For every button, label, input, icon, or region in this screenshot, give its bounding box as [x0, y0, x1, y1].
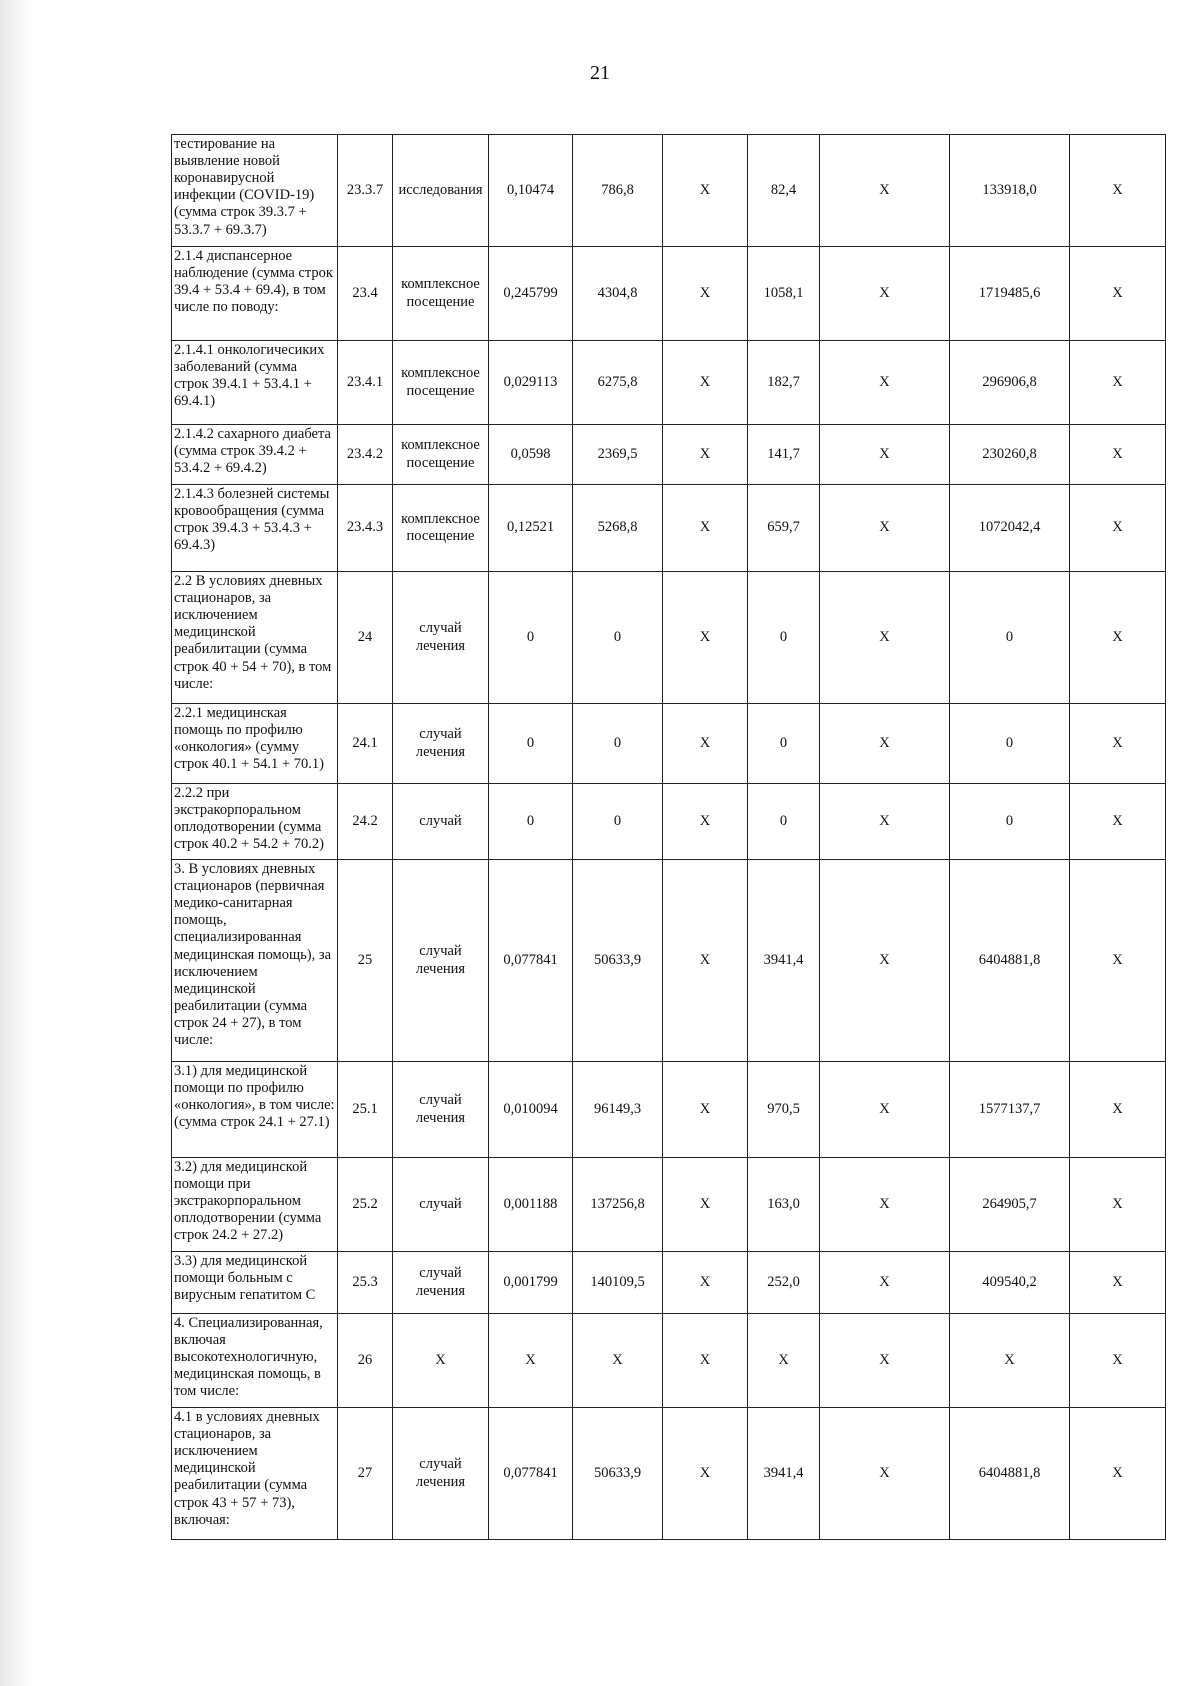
table-row: [172, 485, 1166, 572]
data-table: [171, 134, 1166, 1540]
row-col-7: 252,0: [748, 1252, 820, 1314]
row-code: 24: [338, 572, 393, 704]
row-norm: 0,10474: [489, 135, 573, 247]
row-norm: 0,12521: [489, 485, 573, 572]
row-col-8: X: [820, 135, 950, 247]
row-code: 23.4.1: [338, 341, 393, 425]
row-col-7: 0: [748, 784, 820, 860]
row-code: 27: [338, 1408, 393, 1540]
row-col-6: X: [663, 1408, 748, 1540]
row-norm: 0,077841: [489, 860, 573, 1062]
row-name: 2.1.4.3 болезней системы кровообращения (сумма строк 39.4.3 + 53.4.3 + 69.4.3): [172, 485, 338, 572]
row-unit: комплексное посещение: [393, 341, 489, 425]
row-name: 2.1.4.2 сахарного диабета (сумма строк 39.4.2 + 53.4.2 + 69.4.2): [172, 425, 338, 485]
row-cost: 96149,3: [573, 1062, 663, 1158]
row-col-10: X: [1070, 1062, 1166, 1158]
row-col-6: X: [663, 860, 748, 1062]
row-col-9: 409540,2: [950, 1252, 1070, 1314]
table-row: [172, 1158, 1166, 1252]
row-unit: случай лечения: [393, 1252, 489, 1314]
row-col-6: X: [663, 704, 748, 784]
row-name: 4.1 в условиях дневных стационаров, за исключением медицинской реабилитации (сумма строк 43 + 57 + 73), включая:: [172, 1408, 338, 1540]
table-row: [172, 704, 1166, 784]
row-col-7: 141,7: [748, 425, 820, 485]
row-norm: 0: [489, 784, 573, 860]
row-col-8: X: [820, 1408, 950, 1540]
row-unit: комплексное посещение: [393, 485, 489, 572]
row-cost: 0: [573, 704, 663, 784]
row-col-9: 296906,8: [950, 341, 1070, 425]
row-unit: исследования: [393, 135, 489, 247]
row-cost: X: [573, 1314, 663, 1408]
table-row: [172, 135, 1166, 247]
row-col-10: X: [1070, 704, 1166, 784]
row-col-10: X: [1070, 572, 1166, 704]
row-col-9: 0: [950, 784, 1070, 860]
row-col-9: 6404881,8: [950, 860, 1070, 1062]
row-col-6: X: [663, 485, 748, 572]
row-col-10: X: [1070, 135, 1166, 247]
row-norm: X: [489, 1314, 573, 1408]
row-col-6: X: [663, 1252, 748, 1314]
table-row: [172, 1314, 1166, 1408]
row-unit: X: [393, 1314, 489, 1408]
row-col-7: 82,4: [748, 135, 820, 247]
row-col-6: X: [663, 247, 748, 341]
row-col-9: 1072042,4: [950, 485, 1070, 572]
row-col-9: 6404881,8: [950, 1408, 1070, 1540]
row-col-8: X: [820, 247, 950, 341]
row-name: 3.1) для медицинской помощи по профилю «онкология», в том числе: (сумма строк 24.1 + 27.1): [172, 1062, 338, 1158]
table-row: [172, 341, 1166, 425]
row-name: тестирование на выявление новой коронавирусной инфекции (COVID-19) (сумма строк 39.3.7 + 53.3.7 + 69.3.7): [172, 135, 338, 247]
row-col-7: 659,7: [748, 485, 820, 572]
row-cost: 0: [573, 572, 663, 704]
row-col-8: X: [820, 704, 950, 784]
row-code: 23.3.7: [338, 135, 393, 247]
row-col-8: X: [820, 1314, 950, 1408]
row-cost: 0: [573, 784, 663, 860]
row-col-10: X: [1070, 485, 1166, 572]
row-code: 23.4.3: [338, 485, 393, 572]
row-col-8: X: [820, 572, 950, 704]
row-col-6: X: [663, 784, 748, 860]
row-col-10: X: [1070, 1408, 1166, 1540]
row-col-6: X: [663, 572, 748, 704]
table-row: [172, 1252, 1166, 1314]
row-col-8: X: [820, 485, 950, 572]
row-unit: случай лечения: [393, 1408, 489, 1540]
row-col-6: X: [663, 1062, 748, 1158]
row-code: 25: [338, 860, 393, 1062]
row-col-7: 1058,1: [748, 247, 820, 341]
row-unit: случай: [393, 1158, 489, 1252]
row-unit: случай: [393, 784, 489, 860]
row-col-7: 3941,4: [748, 860, 820, 1062]
row-col-10: X: [1070, 860, 1166, 1062]
row-col-7: 182,7: [748, 341, 820, 425]
scan-edge: [0, 0, 34, 1686]
row-col-6: X: [663, 341, 748, 425]
row-col-9: 133918,0: [950, 135, 1070, 247]
row-cost: 2369,5: [573, 425, 663, 485]
row-col-6: X: [663, 425, 748, 485]
row-col-8: X: [820, 784, 950, 860]
row-col-8: X: [820, 1252, 950, 1314]
row-cost: 50633,9: [573, 860, 663, 1062]
row-name: 2.2.2 при экстракорпоральном оплодотворении (сумма строк 40.2 + 54.2 + 70.2): [172, 784, 338, 860]
row-unit: комплексное посещение: [393, 247, 489, 341]
row-col-8: X: [820, 1062, 950, 1158]
row-col-9: 1577137,7: [950, 1062, 1070, 1158]
row-col-7: 163,0: [748, 1158, 820, 1252]
row-norm: 0: [489, 572, 573, 704]
row-code: 25.2: [338, 1158, 393, 1252]
row-col-8: X: [820, 425, 950, 485]
row-col-8: X: [820, 1158, 950, 1252]
row-col-9: 0: [950, 572, 1070, 704]
row-code: 24.2: [338, 784, 393, 860]
row-col-10: X: [1070, 425, 1166, 485]
row-norm: 0,010094: [489, 1062, 573, 1158]
row-col-10: X: [1070, 341, 1166, 425]
row-cost: 6275,8: [573, 341, 663, 425]
row-col-7: X: [748, 1314, 820, 1408]
row-col-8: X: [820, 860, 950, 1062]
row-code: 23.4: [338, 247, 393, 341]
row-norm: 0,029113: [489, 341, 573, 425]
row-norm: 0,001799: [489, 1252, 573, 1314]
row-col-9: 230260,8: [950, 425, 1070, 485]
row-norm: 0,077841: [489, 1408, 573, 1540]
table-row: [172, 784, 1166, 860]
row-col-6: X: [663, 1158, 748, 1252]
row-cost: 50633,9: [573, 1408, 663, 1540]
row-norm: 0,245799: [489, 247, 573, 341]
row-cost: 140109,5: [573, 1252, 663, 1314]
row-col-9: 0: [950, 704, 1070, 784]
table-row: [172, 247, 1166, 341]
row-col-7: 3941,4: [748, 1408, 820, 1540]
row-name: 3. В условиях дневных стационаров (первичная медико-санитарная помощь, специализированная медицинская помощь), за исключением медицинской реабилитации (сумма строк 24 + 27), в том числе:: [172, 860, 338, 1062]
page-number: 21: [590, 62, 610, 84]
row-unit: случай лечения: [393, 860, 489, 1062]
row-col-6: X: [663, 1314, 748, 1408]
row-code: 26: [338, 1314, 393, 1408]
row-name: 3.2) для медицинской помощи при экстракорпоральном оплодотворении (сумма строк 24.2 + 27.2): [172, 1158, 338, 1252]
row-name: 3.3) для медицинской помощи больным с вирусным гепатитом С: [172, 1252, 338, 1314]
row-col-10: X: [1070, 1158, 1166, 1252]
row-code: 23.4.2: [338, 425, 393, 485]
row-col-10: X: [1070, 1314, 1166, 1408]
row-name: 2.1.4.1 онкологичесиких заболеваний (сумма строк 39.4.1 + 53.4.1 + 69.4.1): [172, 341, 338, 425]
row-col-10: X: [1070, 1252, 1166, 1314]
row-cost: 5268,8: [573, 485, 663, 572]
table-row: [172, 860, 1166, 1062]
row-col-7: 0: [748, 704, 820, 784]
row-norm: 0,0598: [489, 425, 573, 485]
table-row: [172, 1408, 1166, 1540]
row-name: 2.2.1 медицинская помощь по профилю «онкология» (сумму строк 40.1 + 54.1 + 70.1): [172, 704, 338, 784]
row-unit: комплексное посещение: [393, 425, 489, 485]
row-col-10: X: [1070, 247, 1166, 341]
row-code: 25.3: [338, 1252, 393, 1314]
row-cost: 137256,8: [573, 1158, 663, 1252]
row-name: 2.2 В условиях дневных стационаров, за исключением медицинской реабилитации (сумма строк 40 + 54 + 70), в том числе:: [172, 572, 338, 704]
row-norm: 0,001188: [489, 1158, 573, 1252]
table-row: [172, 425, 1166, 485]
row-col-8: X: [820, 341, 950, 425]
row-name: 2.1.4 диспансерное наблюдение (сумма строк 39.4 + 53.4 + 69.4), в том числе по поводу:: [172, 247, 338, 341]
row-col-9: 264905,7: [950, 1158, 1070, 1252]
row-unit: случай лечения: [393, 704, 489, 784]
row-cost: 4304,8: [573, 247, 663, 341]
row-col-10: X: [1070, 784, 1166, 860]
row-col-7: 970,5: [748, 1062, 820, 1158]
row-code: 25.1: [338, 1062, 393, 1158]
row-col-7: 0: [748, 572, 820, 704]
table-row: [172, 1062, 1166, 1158]
row-col-9: 1719485,6: [950, 247, 1070, 341]
row-col-9: X: [950, 1314, 1070, 1408]
row-norm: 0: [489, 704, 573, 784]
row-cost: 786,8: [573, 135, 663, 247]
table-row: [172, 572, 1166, 704]
row-code: 24.1: [338, 704, 393, 784]
row-unit: случай лечения: [393, 1062, 489, 1158]
row-unit: случай лечения: [393, 572, 489, 704]
row-name: 4. Специализированная, включая высокотехнологичную, медицинская помощь, в том числе:: [172, 1314, 338, 1408]
row-col-6: X: [663, 135, 748, 247]
